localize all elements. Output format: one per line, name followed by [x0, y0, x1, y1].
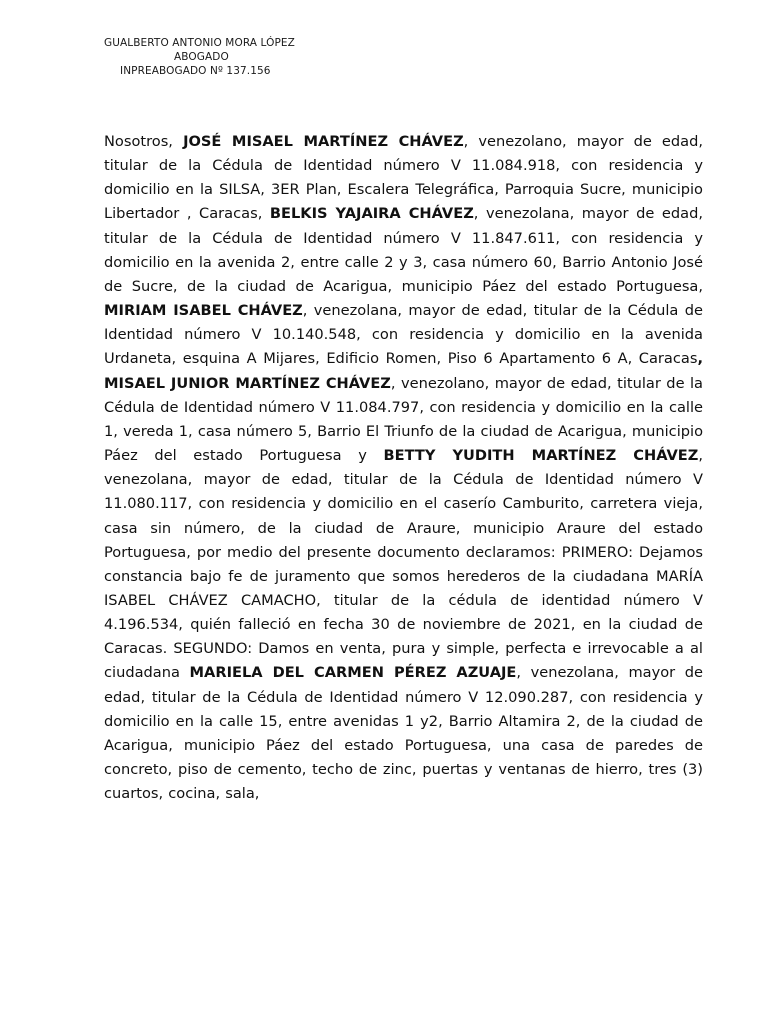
party-name-jose: JOSÉ MISAEL MARTÍNEZ CHÁVEZ	[183, 133, 464, 150]
buyer-name-mariela: MARIELA DEL CARMEN PÉREZ AZUAJE	[189, 664, 517, 682]
lawyer-registration: INPREABOGADO Nº 137.156	[120, 65, 271, 77]
body-text-segment: Nosotros,	[104, 133, 184, 150]
body-text-segment: , venezolano, mayor de edad, titular de la Cédula de Identidad número V 11.084.797, con residencia y domicilio en la calle 1, vereda 1, casa número 5, Barrio El Triunfo de la ciudad de Acarigua, municipio Páez del estado Portuguesa y	[104, 374, 703, 465]
party-name-betty: BETTY YUDITH MARTÍNEZ CHÁVEZ	[383, 447, 699, 465]
party-name-miriam: MIRIAM ISABEL CHÁVEZ	[104, 302, 303, 320]
lawyer-name: GUALBERTO ANTONIO MORA LÓPEZ	[104, 37, 295, 49]
party-name-belkis: BELKIS YAJAIRA CHÁVEZ	[269, 205, 474, 223]
lawyer-title: ABOGADO	[174, 51, 229, 63]
letterhead	[104, 36, 364, 78]
document-body	[104, 130, 703, 806]
body-text-segment: , venezolana, mayor de edad, titular de la Cédula de Identidad número V 11.080.117, con residencia y domicilio en el caserío Camburito, carretera vieja, casa sin número, de la ciudad de Araure, municipio Araure del estado Portuguesa, por medio del presente documento declaramos: PRIMERO: Dejamos constancia bajo fe de juramento que somos herederos de la ciudadana MARÍA ISABEL CHÁVEZ CAMACHO, titular de la cédula de identidad número V 4.196.534, quién falleció en fecha 30 de noviembre de 2021, en la ciudad de Caracas. SEGUNDO: Damos en venta, pura y simple, perfecta e irrevocable a al ciudadana	[104, 447, 703, 682]
body-text-segment: , venezolano, mayor de edad, titular de la Cédula de Identidad número V 11.084.918, con residencia y domicilio en la SILSA, 3ER Plan, Escalera Telegráfica, Parroquia Sucre, municipio Libertador , Caracas,	[104, 133, 703, 223]
body-text-segment: , venezolana, mayor de edad, titular de la Cédula de Identidad número V 12.090.287, con residencia y domicilio en la calle 15, entre avenidas 1 y2, Barrio Altamira 2, de la ciudad de Acarigua, municipio Páez del estado Portuguesa, una casa de paredes de concreto, piso de cemento, techo de zinc, puertas y ventanas de hierro, tres (3) cuartos, cocina, sala,	[104, 664, 703, 803]
party-name-misael: , MISAEL JUNIOR MARTÍNEZ CHÁVEZ	[104, 350, 703, 392]
body-text-segment: , venezolana, mayor de edad, titular de la Cédula de Identidad número V 11.847.611, con residencia y domicilio en la avenida 2, entre calle 2 y 3, casa número 60, Barrio Antonio José de Sucre, de la ciudad de Acarigua, municipio Páez del estado Portuguesa,	[104, 205, 703, 295]
body-text-segment: , venezolana, mayor de edad, titular de la Cédula de Identidad número V 10.140.548, con residencia y domicilio en la avenida Urdaneta, esquina A Mijares, Edificio Romen, Piso 6 Apartamento 6 A, Caracas	[104, 302, 703, 368]
